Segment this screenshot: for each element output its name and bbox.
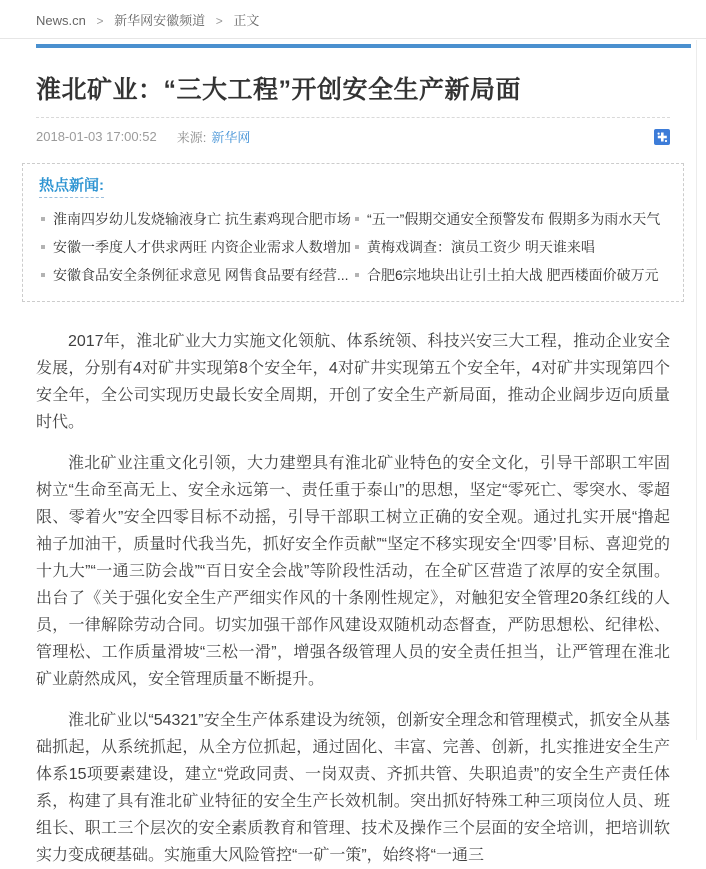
article-meta	[36, 127, 670, 146]
page-title: 淮北矿业：“三大工程”开创安全生产新局面	[36, 76, 522, 104]
breadcrumb-channel-link[interactable]: 新华网安徽频道	[114, 13, 206, 28]
source-link[interactable]: 新华网	[211, 130, 251, 145]
publish-time: 2018-01-03 17:00:52	[36, 129, 157, 144]
hot-news-link[interactable]: 淮南四岁幼儿发烧输液身亡 抗生素鸡现合肥市场	[53, 211, 351, 227]
hot-news-item[interactable]	[353, 233, 667, 261]
breadcrumb	[36, 10, 706, 29]
top-divider	[0, 38, 706, 39]
hot-news-link[interactable]: 安徽食品安全条例征求意见 网售食品要有经营...	[53, 267, 349, 283]
bullet-icon	[41, 217, 45, 221]
hot-news-title: 热点新闻:	[39, 174, 104, 198]
hot-news-item[interactable]	[353, 261, 667, 289]
share-plus-icon[interactable]	[654, 129, 670, 145]
article-paragraph: 淮北矿业以“54321”安全生产体系建设为统领，创新安全理念和管理模式，抓安全从基础抓起，从系统抓起，从全方位抓起，通过固化、丰富、完善、创新，扎实推进安全生产体系15项要素建设，建立“党政同责、一岗双责、齐抓共管、失职追责”的安全生产责任体系，构建了具有淮北矿业特征的安全生产长效机制。突出抓好特殊工种三项岗位人员、班组长、职工三个层次的安全素质教育和管理、技术及操作三个层面的安全培训，把培训软实力变成硬基础。实施重大风险管控“一矿一策”，始终将“一通三	[36, 712, 670, 864]
page-right-border	[696, 40, 697, 740]
bullet-icon	[355, 217, 359, 221]
breadcrumb-separator: >	[215, 14, 223, 28]
hot-news-left-column	[39, 205, 353, 289]
bullet-icon	[41, 273, 45, 277]
bullet-icon	[355, 273, 359, 277]
breadcrumb-home-link[interactable]: News.cn	[36, 13, 86, 28]
article-body	[36, 328, 670, 869]
article-paragraph: 2017年，淮北矿业大力实施文化领航、体系统领、科技兴安三大工程，推动企业安全发展，分别有4对矿井实现第8个安全年，4对矿井实现第五个安全年，4对矿井实现第四个安全年，全公司实现历史最长安全周期，开创了安全生产新局面，推动企业阔步迈向质量时代。	[36, 333, 670, 431]
article-paragraph: 淮北矿业注重文化引领，大力建塑具有淮北矿业特色的安全文化，引导干部职工牢固树立“生命至高无上、安全永远第一、责任重于泰山”的思想，坚定“零死亡、零突水、零超限、零着火”安全四零目标不动摇，引导干部职工树立正确的安全观。通过扎实开展“撸起袖子加油干，质量时代我当先，抓好安全作贡献”“坚定不移实现安全‘四零’目标、喜迎党的十九大”“一通三防会战”“百日安全会战”等阶段性活动，在全矿区营造了浓厚的安全氛围。出台了《关于强化安全生产严细实作风的十条刚性规定》，对触犯安全管理20条红线的人员，一律解除劳动合同。切实加强干部作风建设双随机动态督查，严防思想松、纪律松、管理松、工作质量滑坡“三松一滑”，增强各级管理人员的安全责任担当，让严管理在淮北矿业蔚然成风，安全管理质量不断提升。	[36, 455, 670, 688]
hot-news-link[interactable]: 合肥6宗地块出让引土拍大战 肥西楼面价破万元	[367, 267, 659, 283]
hot-news-item[interactable]	[39, 261, 353, 289]
hot-news-columns	[39, 205, 667, 289]
breadcrumb-current: 正文	[233, 13, 260, 28]
hot-news-item[interactable]	[353, 205, 667, 233]
hot-news-link[interactable]: “五一”假期交通安全预警发布 假期多为雨水天气	[367, 211, 661, 227]
source-label: 来源:	[176, 130, 207, 145]
hot-news-link[interactable]: 黄梅戏调查：演员工资少 明天谁来唱	[367, 239, 595, 255]
title-divider	[36, 117, 670, 118]
hot-news-link[interactable]: 安徽一季度人才供求两旺 内资企业需求人数增加	[53, 239, 351, 255]
accent-rule	[36, 44, 691, 48]
breadcrumb-separator: >	[96, 14, 104, 28]
hot-news-item[interactable]	[39, 205, 353, 233]
hot-news-right-column	[353, 205, 667, 289]
bullet-icon	[355, 245, 359, 249]
hot-news-box	[22, 163, 684, 302]
hot-news-item[interactable]	[39, 233, 353, 261]
bullet-icon	[41, 245, 45, 249]
